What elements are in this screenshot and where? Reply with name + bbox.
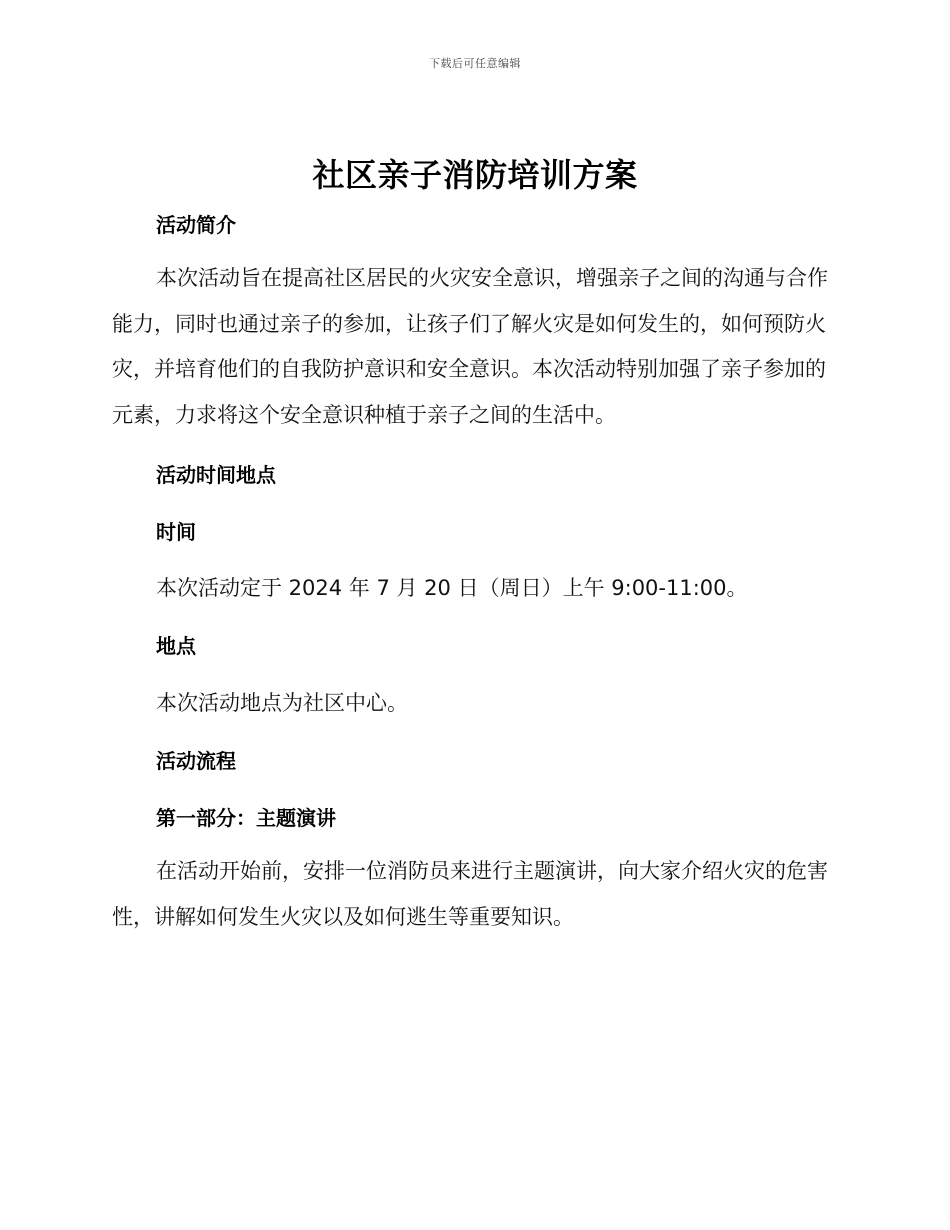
subheading-time: 时间 xyxy=(156,520,196,544)
document-title: 社区亲子消防培训方案 xyxy=(312,156,638,194)
time-paragraph: 本次活动定于 2024 年 7 月 20 日（周日）上午 9:00-11:00。 xyxy=(156,576,748,600)
place-paragraph: 本次活动地点为社区中心。 xyxy=(156,691,408,715)
subheading-part1: 第一部分：主题演讲 xyxy=(156,806,336,830)
part1-paragraph: 在活动开始前，安排一位消防员来进行主题演讲，向大家介绍火灾的危害性，讲解如何发生火灾以及如何逃生等重要知识。 xyxy=(112,859,828,929)
section-heading-time-place: 活动时间地点 xyxy=(156,463,276,487)
section-heading-intro: 活动简介 xyxy=(156,213,236,237)
subheading-place: 地点 xyxy=(156,634,196,658)
header-note: 下载后可任意编辑 xyxy=(429,57,521,70)
section-heading-process: 活动流程 xyxy=(156,749,236,773)
intro-paragraph: 本次活动旨在提高社区居民的火灾安全意识，增强亲子之间的沟通与合作能力，同时也通过亲子的参加，让孩子们了解火灾是如何发生的，如何预防火灾，并培育他们的自我防护意识和安全意识。本次活动特别加强了亲子参加的元素，力求将这个安全意识种植于亲子之间的生活中。 xyxy=(112,266,828,427)
